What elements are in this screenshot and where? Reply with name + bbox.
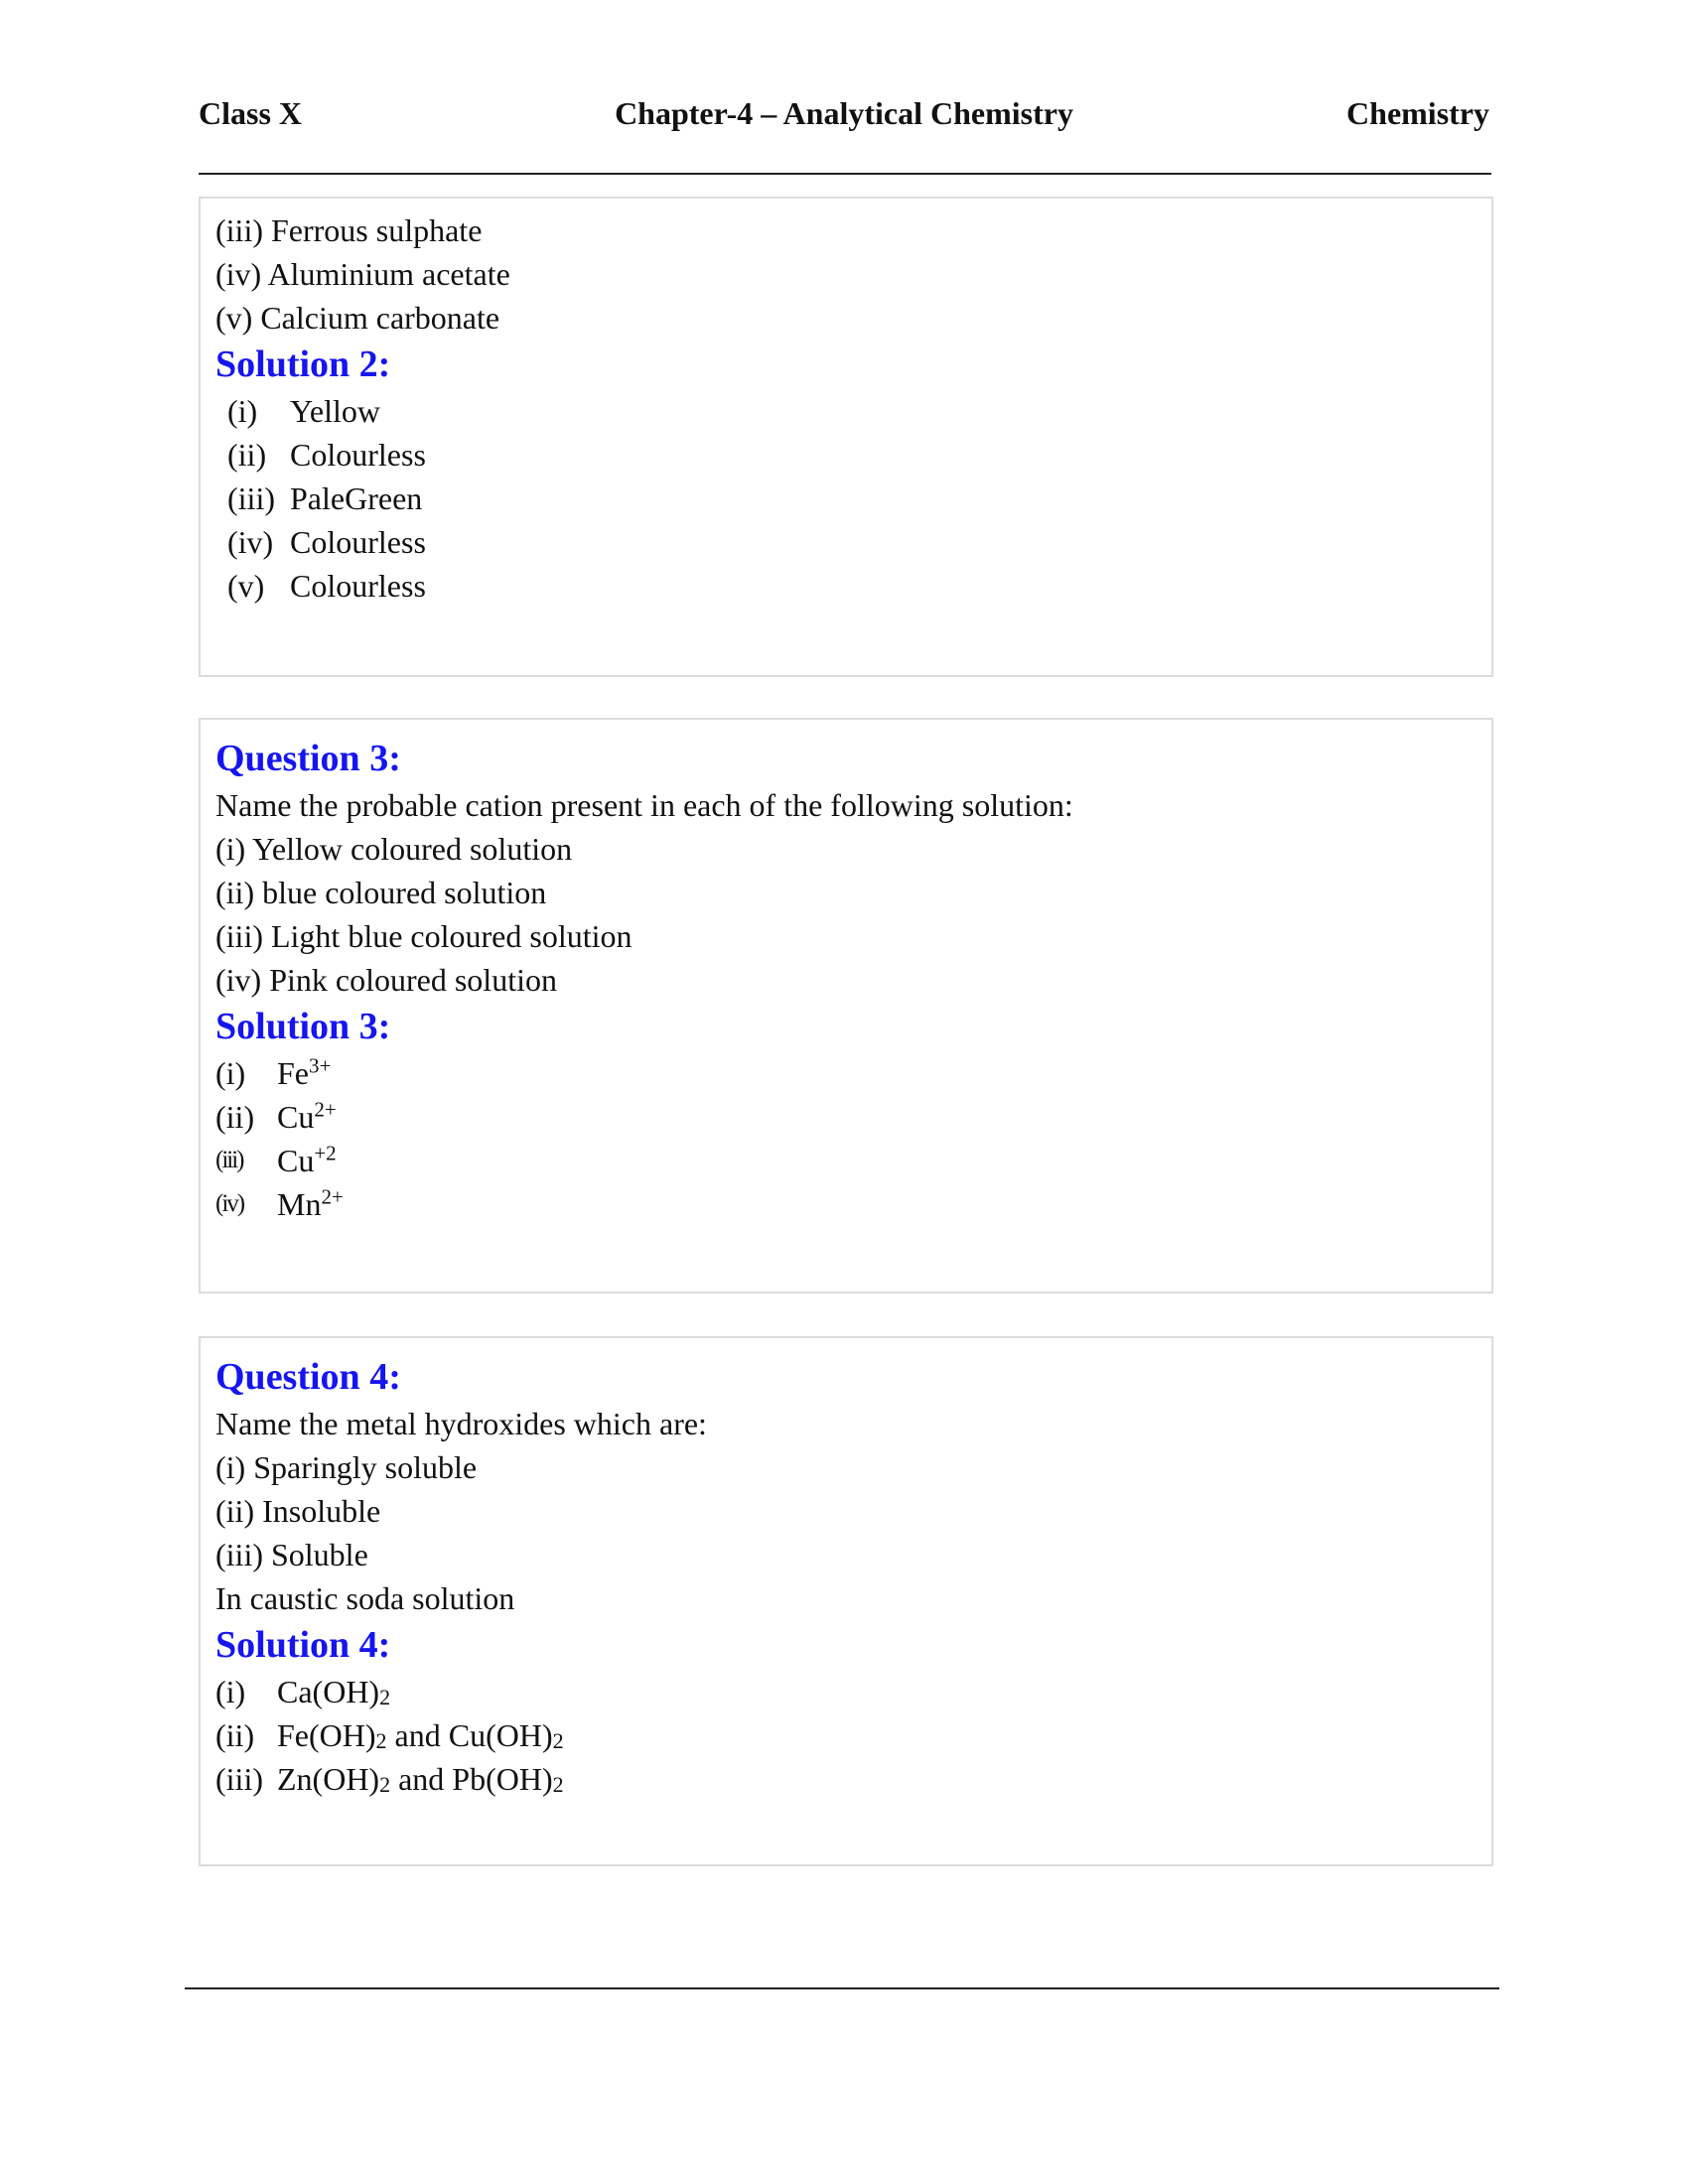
- question-item: (i) Sparingly soluble: [215, 1449, 478, 1485]
- question-item: (iii) Ferrous sulphate: [215, 212, 483, 248]
- ion-charge: +2: [314, 1141, 337, 1165]
- formula-subscript: 2: [375, 1728, 387, 1753]
- answer-item: [215, 1670, 1481, 1713]
- question-prompt: Name the metal hydroxides which are:: [215, 1406, 707, 1441]
- question-item: (iv) Pink coloured solution: [215, 962, 557, 998]
- answer-item: [215, 520, 1481, 564]
- answer-number: (iv): [215, 1190, 244, 1217]
- cation-formula: [277, 1095, 337, 1139]
- question-4-box: [199, 1336, 1493, 1866]
- question-item: (iv) Aluminium acetate: [215, 256, 510, 292]
- answer-text: Colourless: [290, 524, 426, 560]
- answer-number: (ii): [227, 437, 267, 473]
- answer-number: (v): [227, 568, 265, 604]
- question-note: In caustic soda solution: [215, 1580, 515, 1616]
- question-3-heading: Question 3:: [215, 738, 401, 779]
- answer-number: (iv): [227, 524, 274, 560]
- formula-part: Cu(OH): [448, 1717, 553, 1753]
- question-3-box: [199, 718, 1493, 1294]
- answer-number: (iii): [215, 1761, 263, 1797]
- footer-divider: [185, 1987, 1499, 1989]
- solution-4-heading: Solution 4:: [215, 1624, 391, 1666]
- header-class: Class X: [199, 95, 303, 131]
- cation-formula: [277, 1182, 344, 1226]
- answer-number: (ii): [215, 1717, 255, 1753]
- ion-symbol: Mn: [277, 1186, 322, 1222]
- ion-symbol: Fe: [277, 1055, 309, 1091]
- ion-symbol: Cu: [277, 1099, 315, 1135]
- answer-item: [215, 433, 1481, 477]
- ion-charge: 2+: [321, 1184, 344, 1209]
- question-item: (i) Yellow coloured solution: [215, 831, 573, 867]
- ion-symbol: Cu: [277, 1143, 315, 1178]
- question-item: (iii) Soluble: [215, 1537, 368, 1572]
- answer-number: (iii): [227, 480, 275, 516]
- header-divider: [199, 173, 1491, 175]
- formula-part: Ca(OH): [277, 1674, 380, 1709]
- formula-part: Zn(OH): [277, 1761, 380, 1797]
- question-2-continued-box: [199, 197, 1493, 677]
- answer-item: [215, 1051, 1481, 1095]
- answer-item: [215, 477, 1481, 520]
- answer-number: (i): [227, 393, 258, 429]
- formula-joiner: and: [386, 1717, 449, 1753]
- cation-formula: [277, 1139, 337, 1182]
- answer-item: [215, 389, 1481, 433]
- answer-number: (i): [215, 1674, 246, 1709]
- formula-subscript: 2: [379, 1685, 391, 1709]
- answer-item: [215, 564, 1481, 608]
- question-item: (iii) Light blue coloured solution: [215, 918, 633, 954]
- solution-3-heading: Solution 3:: [215, 1006, 391, 1047]
- hydroxide-formula: [277, 1713, 564, 1757]
- question-4-heading: Question 4:: [215, 1356, 401, 1398]
- answer-number: (i): [215, 1055, 246, 1091]
- formula-joiner: and: [390, 1761, 453, 1797]
- formula-part: Fe(OH): [277, 1717, 376, 1753]
- solution-2-heading: Solution 2:: [215, 343, 391, 385]
- answer-item: [215, 1182, 1481, 1226]
- header-chapter-title: Chapter-4 – Analytical Chemistry: [615, 95, 1073, 131]
- cation-formula: [277, 1051, 331, 1095]
- answer-text: Colourless: [290, 568, 426, 604]
- header-subject: Chemistry: [1346, 95, 1489, 131]
- formula-subscript: 2: [379, 1772, 391, 1797]
- answer-number: (iii): [215, 1147, 243, 1173]
- hydroxide-formula: [277, 1670, 390, 1713]
- question-item: (ii) Insoluble: [215, 1493, 381, 1529]
- answer-text: Colourless: [290, 437, 426, 473]
- answer-item: [215, 1713, 1481, 1757]
- answer-item: [215, 1139, 1481, 1182]
- formula-subscript: 2: [552, 1772, 564, 1797]
- ion-charge: 3+: [309, 1053, 332, 1078]
- question-item: (v) Calcium carbonate: [215, 300, 500, 336]
- formula-subscript: 2: [552, 1728, 564, 1753]
- formula-part: Pb(OH): [452, 1761, 553, 1797]
- answer-text: PaleGreen: [290, 480, 423, 516]
- answer-text: Yellow: [290, 393, 380, 429]
- answer-item: [215, 1757, 1481, 1801]
- question-item: (ii) blue coloured solution: [215, 875, 547, 910]
- answer-item: [215, 1095, 1481, 1139]
- hydroxide-formula: [277, 1757, 564, 1801]
- answer-number: (ii): [215, 1099, 255, 1135]
- ion-charge: 2+: [314, 1097, 337, 1122]
- question-prompt: Name the probable cation present in each of the following solution:: [215, 787, 1073, 823]
